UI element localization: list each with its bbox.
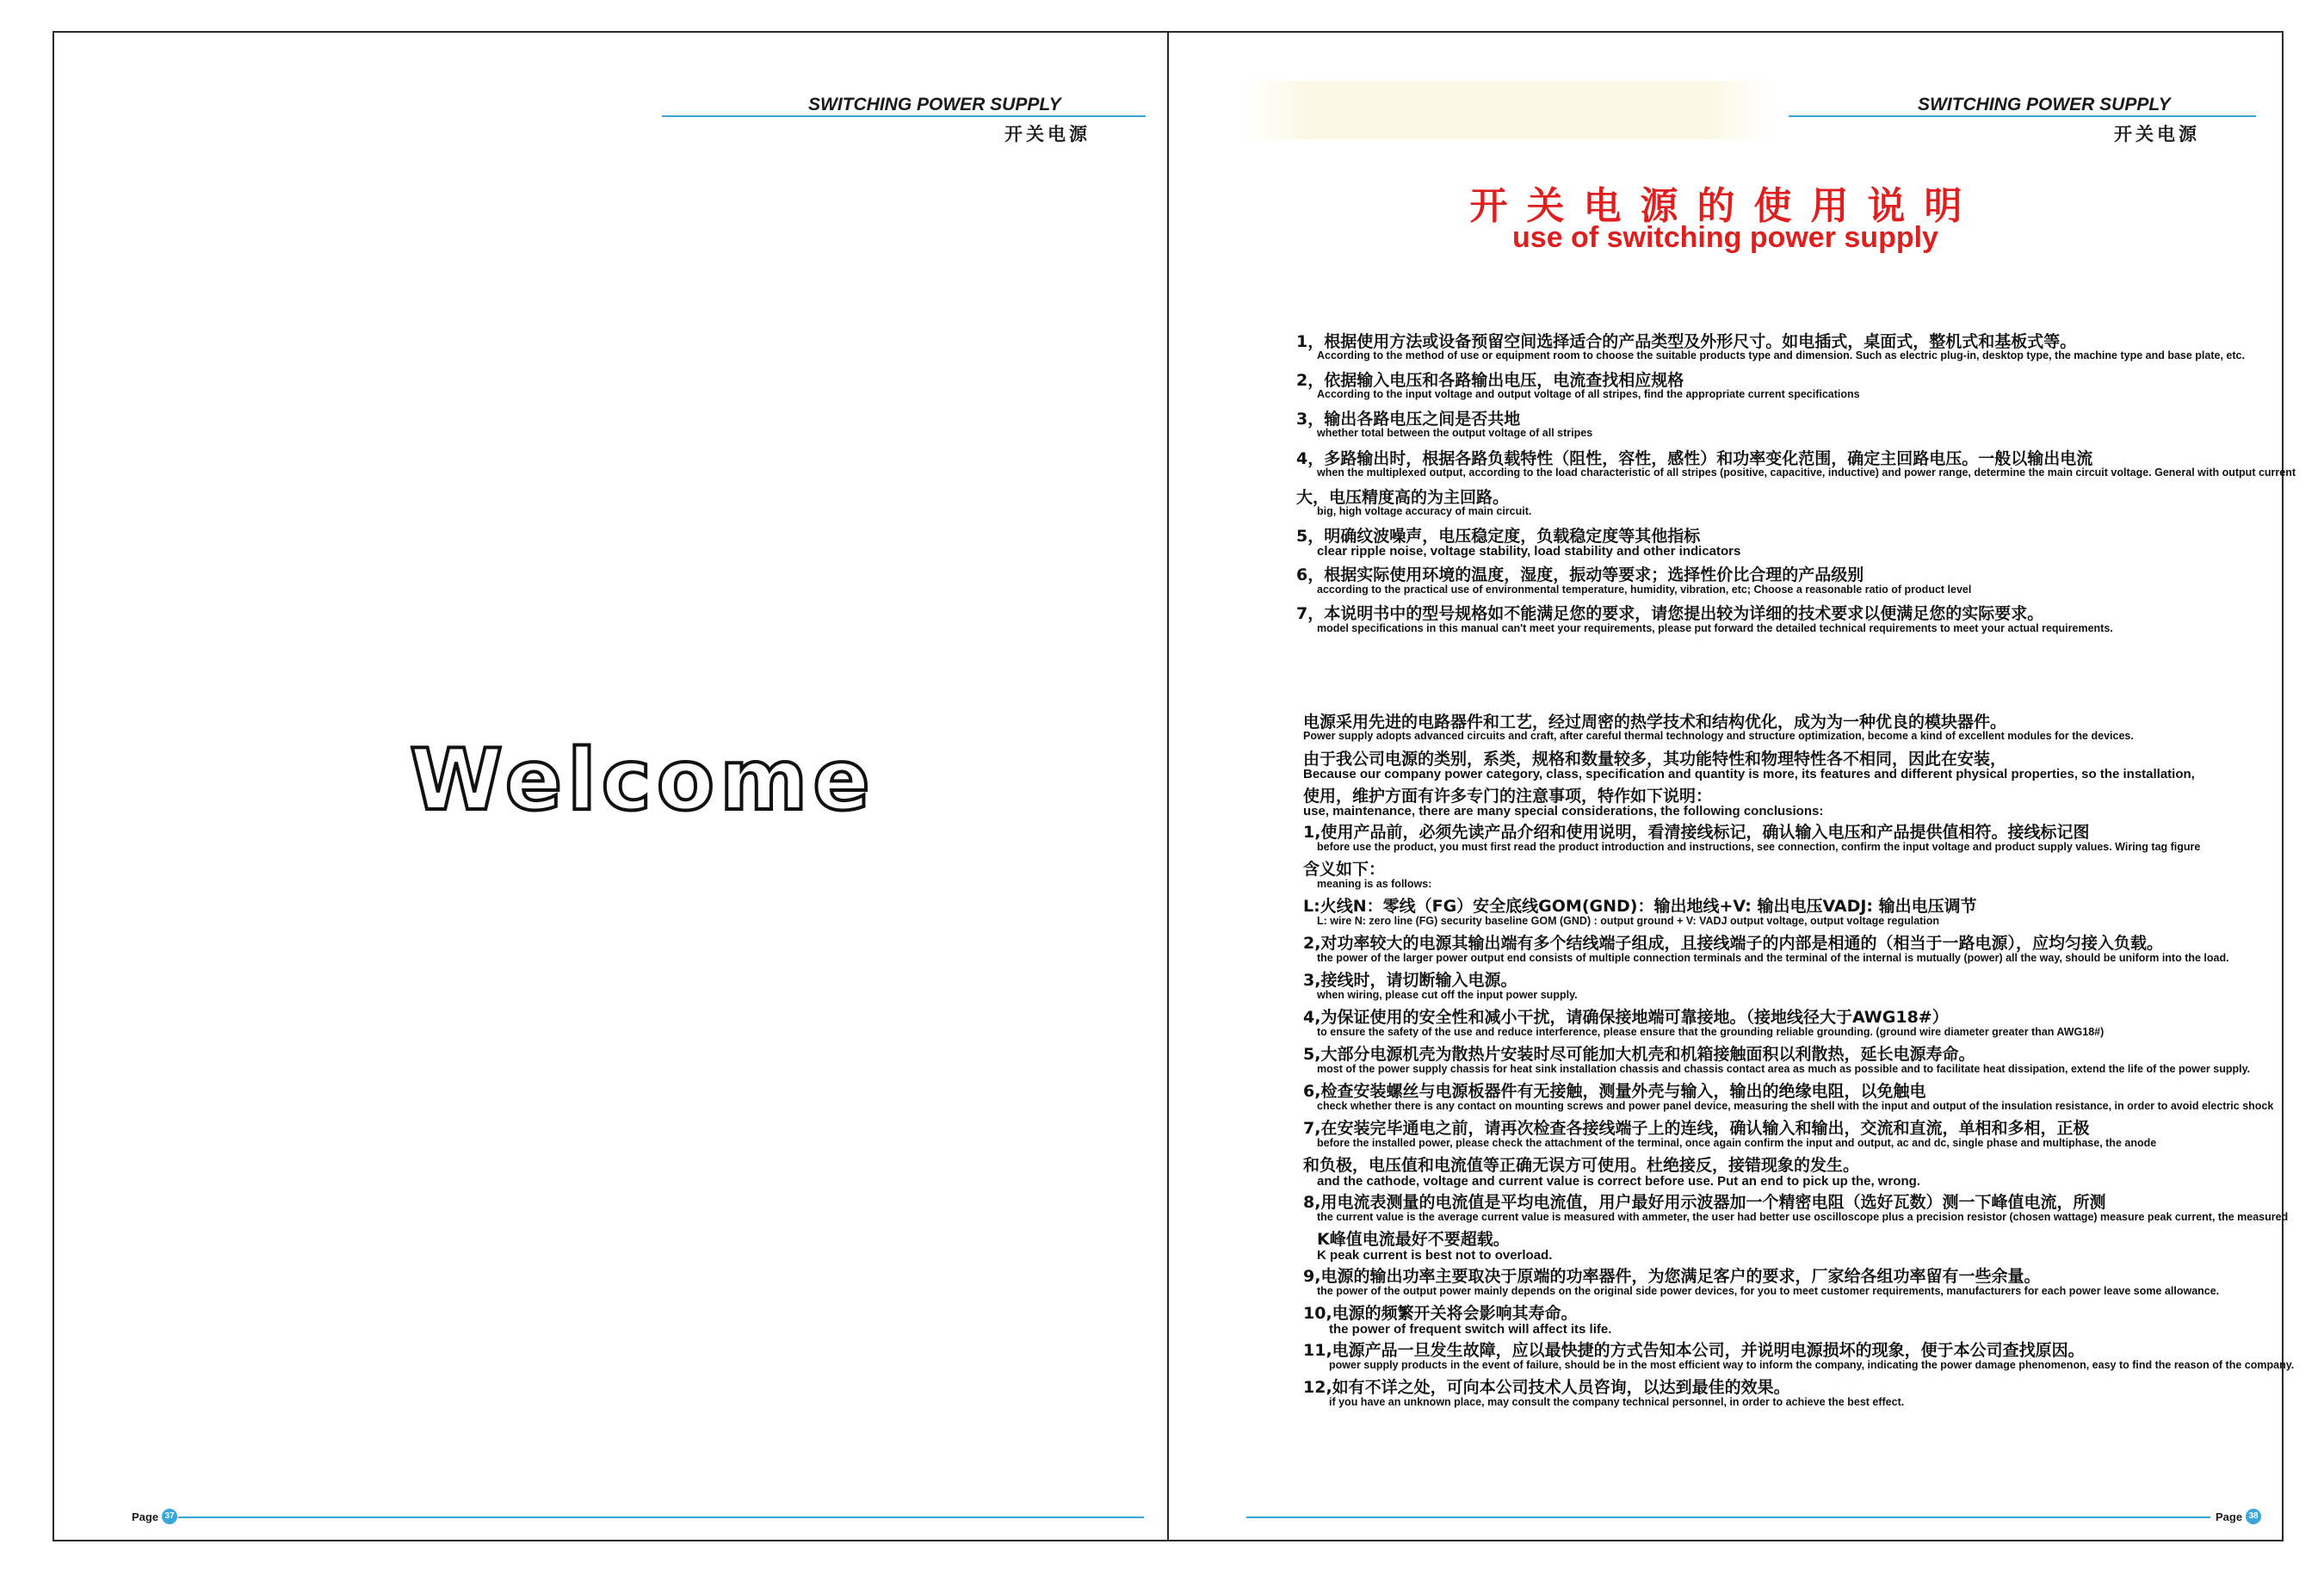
note-cn: 7,在安装完毕通电之前，请再次检查各接线端子上的连线，确认输入和输出，交流和直流，单相和多相，正极 — [1303, 1119, 2090, 1138]
footer-rule — [1246, 1516, 2210, 1518]
note-en: meaning is as follows: — [1317, 878, 1432, 890]
note-en: L: wire N: zero line (FG) security baseline GOM (GND) : output ground + V: VADJ output voltage, output voltage regulation — [1317, 915, 1940, 927]
note-en: power supply products in the event of failure, should be in the most efficient way to inform the company, indicating the power damage phenomenon, easy to find the reason of the company. — [1329, 1359, 2295, 1371]
note-cn: 4,为保证使用的安全性和减小干扰，请确保接地端可靠接地。（接地线径大于AWG18#） — [1303, 1008, 1949, 1027]
header-cn: 开关电源 — [1004, 124, 1091, 145]
note-en: if you have an unknown place, may consult the company technical personnel, in order to achieve the best effect. — [1329, 1396, 1905, 1408]
note-cn: 电源采用先进的电路器件和工艺，经过周密的热学技术和结构优化，成为为一种优良的模块器件。 — [1303, 713, 2007, 732]
note-cn: 9,电源的输出功率主要取决于原端的功率器件，为您满足客户的要求，厂家给各组功率留有一些余量。 — [1303, 1267, 2041, 1286]
note-en: the power of the larger power output end consists of multiple connection terminals and the terminal of the internal is mutually (power) all the way, should be uniform into the load. — [1317, 952, 2229, 964]
note-en: the power of frequent switch will affect its life. — [1329, 1322, 1612, 1337]
list-item-cn: 3，输出各路电压之间是否共地 — [1296, 410, 1521, 429]
page-title-en: use of switching power supply — [1512, 221, 1938, 254]
note-cn: 6,检查安装螺丝与电源板器件有无接触，测量外壳与输入，输出的绝缘电阻，以免触电 — [1303, 1082, 1926, 1101]
list-item-en: big, high voltage accuracy of main circuit. — [1317, 505, 1532, 517]
note-en: when wiring, please cut off the input power supply. — [1317, 989, 1578, 1001]
note-cn: 含义如下： — [1303, 860, 1386, 879]
note-en: K peak current is best not to overload. — [1317, 1248, 1553, 1263]
header-highlight — [1241, 81, 1775, 139]
left-page — [53, 31, 1169, 1541]
note-en: before use the product, you must first read the product introduction and instructions, see connection, confirm the input voltage and product supply values. Wiring tag figure — [1317, 841, 2201, 853]
list-item-en: model specifications in this manual can't meet your requirements, please put forward the detailed technical requirements to meet your actual requirements. — [1317, 622, 2113, 634]
note-cn: 11,电源产品一旦发生故障，应以最快捷的方式告知本公司，并说明电源损坏的现象，便于本公司查找原因。 — [1303, 1341, 2085, 1360]
list-item-en: clear ripple noise, voltage stability, load stability and other indicators — [1317, 544, 1741, 559]
note-en: use, maintenance, there are many special considerations, the following conclusions: — [1303, 804, 1824, 818]
list-item-cn: 5，明确纹波噪声，电压稳定度，负载稳定度等其他指标 — [1296, 527, 1701, 546]
list-item-en: whether total between the output voltage of all stripes — [1317, 427, 1593, 439]
header-en: SWITCHING POWER SUPPLY — [1918, 95, 2171, 114]
list-item-en: when the multiplexed output, according to the load characteristic of all stripes (positive, capacitive, inductive) and power range, determine the main circuit voltage. General with output current — [1317, 466, 2296, 479]
note-en: the power of the output power mainly depends on the original side power devices, for you to meet customer requirements, manufacturers for each power leave some allowance. — [1317, 1285, 2220, 1297]
note-cn: K峰值电流最好不要超载。 — [1317, 1230, 1510, 1249]
note-cn: 8,用电流表测量的电流值是平均电流值，用户最好用示波器加一个精密电阻（选好瓦数）测一下峰值电流，所测 — [1303, 1193, 2106, 1212]
list-item-cn: 大，电压精度高的为主回路。 — [1296, 488, 1510, 507]
note-en: and the cathode, voltage and current value is correct before use. Put an end to pick up the, wrong. — [1317, 1174, 1920, 1189]
list-item-en: According to the method of use or equipment room to choose the suitable products type and dimension. Such as electric plug-in, desktop type, the machine type and base plate, etc. — [1317, 349, 2245, 361]
page-label: Page — [2216, 1510, 2243, 1523]
footer-rule — [178, 1516, 1144, 1518]
note-en: the current value is the average current value is measured with ammeter, the user had better use oscilloscope plus a precision resistor (chosen wattage) measure peak current, the measured — [1317, 1211, 2289, 1223]
header-rule — [1789, 115, 2256, 117]
note-en: Because our company power category, class, specification and quantity is more, its features and different physical properties, so the installation, — [1303, 767, 2195, 781]
header-en: SWITCHING POWER SUPPLY — [808, 95, 1061, 114]
list-item-cn: 2，依据输入电压和各路输出电压，电流查找相应规格 — [1296, 371, 1684, 390]
page-title-cn: 开关电源的使用说明 — [1469, 184, 1981, 228]
note-cn: 12,如有不详之处，可向本公司技术人员咨询，以达到最佳的效果。 — [1303, 1378, 1790, 1397]
note-en: Power supply adopts advanced circuits and craft, after careful thermal technology and structure optimization, become a kind of excellent modules for the devices. — [1303, 730, 2134, 742]
page-number-badge: 37 — [162, 1509, 177, 1524]
page-number-badge: 38 — [2246, 1509, 2261, 1524]
note-cn: 1,使用产品前，必须先读产品介绍和使用说明，看清接线标记，确认输入电压和产品提供值相符。接线标记图 — [1303, 823, 2090, 842]
welcome-title: Welcome — [410, 732, 875, 830]
note-cn: 3,接线时，请切断输入电源。 — [1303, 971, 1517, 990]
note-en: most of the power supply chassis for heat sink installation chassis and chassis contact area as much as possible and to facilitate heat dissipation, extend the life of the power supply. — [1317, 1063, 2251, 1075]
list-item-en: according to the practical use of environmental temperature, humidity, vibration, etc; Choose a reasonable ratio of product level — [1317, 584, 1972, 596]
note-en: to ensure the safety of the use and reduce interference, please ensure that the grounding reliable grounding. (ground wire diameter greater than AWG18#) — [1317, 1026, 2105, 1038]
note-cn: 由于我公司电源的类别，系类，规格和数量较多，其功能特性和物理特性各不相同，因此在安装， — [1303, 750, 2007, 769]
list-item-en: According to the input voltage and output voltage of all stripes, find the appropriate current specifications — [1317, 388, 1860, 400]
note-cn: L:火线N：零线（FG）安全底线GOM(GND)：输出地线+V: 输出电压VADJ: 输出电压调节 — [1303, 897, 1977, 916]
note-cn: 5,大部分电源机壳为散热片安装时尽可能加大机壳和机箱接触面积以利散热，延长电源寿命。 — [1303, 1045, 1975, 1064]
header-cn: 开关电源 — [2114, 124, 2200, 145]
list-item-cn: 1，根据使用方法或设备预留空间选择适合的产品类型及外形尺寸。如电插式，桌面式，整机式和基板式等。 — [1296, 332, 2077, 351]
header-rule — [662, 115, 1146, 117]
note-cn: 使用，维护方面有许多专门的注意事项，特作如下说明： — [1303, 787, 1713, 806]
note-cn: 10,电源的频繁开关将会影响其寿命。 — [1303, 1304, 1578, 1323]
note-en: check whether there is any contact on mounting screws and power panel device, measuring the shell with the input and output of the insulation resistance, in order to avoid electric shock — [1317, 1100, 2274, 1112]
note-en: before the installed power, please check the attachment of the terminal, once again confirm the input and output, ac and dc, single phase and multiphase, the anode — [1317, 1137, 2157, 1149]
note-cn: 2,对功率较大的电源其输出端有多个结线端子组成，且接线端子的内部是相通的（相当于一路电源），应均匀接入负载。 — [1303, 934, 2163, 953]
list-item-cn: 6，根据实际使用环境的温度，湿度，振动等要求；选择性价比合理的产品级别 — [1296, 565, 1864, 584]
list-item-cn: 7，本说明书中的型号规格如不能满足您的要求，请您提出较为详细的技术要求以便满足您的实际要求。 — [1296, 604, 2044, 623]
note-cn: 和负极，电压值和电流值等正确无误方可使用。杜绝接反，接错现象的发生。 — [1303, 1156, 1860, 1175]
list-item-cn: 4，多路输出时，根据各路负载特性（阻性，容性，感性）和功率变化范围，确定主回路电压。一般以输出电流 — [1296, 449, 2093, 468]
page-label: Page — [132, 1510, 159, 1523]
right-page — [1167, 31, 2296, 1541]
